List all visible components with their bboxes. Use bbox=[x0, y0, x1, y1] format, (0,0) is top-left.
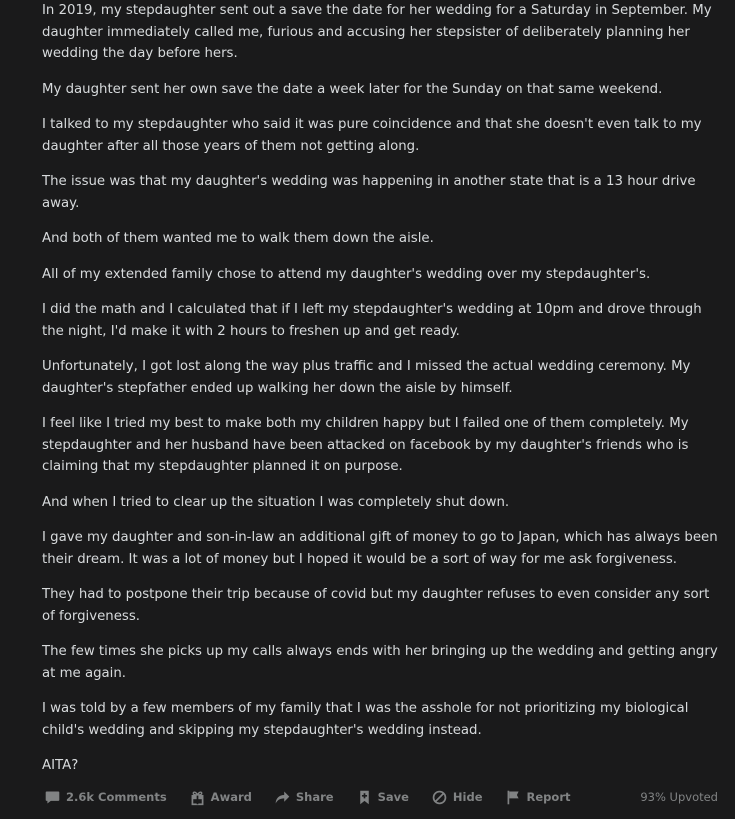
share-label: Share bbox=[295, 790, 334, 804]
post-paragraph: AITA? bbox=[42, 758, 79, 773]
post-paragraph: All of my extended family chose to attend my daughter's wedding over my stepdaughter's. bbox=[42, 266, 651, 282]
share-button[interactable] bbox=[268, 781, 340, 813]
award-label: Award bbox=[210, 790, 252, 804]
award-button[interactable] bbox=[183, 781, 258, 813]
flag-icon bbox=[505, 789, 522, 806]
save-button[interactable] bbox=[350, 781, 415, 813]
comments-label: 2.6k Comments bbox=[66, 790, 167, 804]
hide-button[interactable] bbox=[425, 781, 489, 813]
post-paragraph: I talked to my stepdaughter who said it was pure coincidence and that she doesn't even talk to my daughter after all those years of them not getting along. bbox=[42, 117, 702, 154]
post-paragraph: The issue was that my daughter's wedding was happening in another state that is a 13 hour drive away. bbox=[42, 174, 696, 211]
comments-button[interactable] bbox=[40, 781, 173, 813]
report-label: Report bbox=[526, 790, 571, 804]
post-paragraph: They had to postpone their trip because of covid but my daughter refuses to even consider any sort of forgiveness. bbox=[42, 587, 710, 624]
hide-label: Hide bbox=[452, 790, 483, 804]
post-paragraph: The few times she picks up my calls always ends with her bringing up the wedding and getting angry at me again. bbox=[42, 644, 718, 681]
post-paragraph: My daughter sent her own save the date a week later for the Sunday on that same weekend. bbox=[42, 81, 663, 97]
post-action-bar bbox=[40, 781, 722, 813]
post-body bbox=[42, 0, 722, 777]
post-paragraph: And when I tried to clear up the situation I was completely shut down. bbox=[42, 494, 510, 510]
post-paragraph: I did the math and I calculated that if I left my stepdaughter's wedding at 10pm and drove through the night, I'd make it with 2 hours to freshen up and get ready. bbox=[42, 302, 702, 339]
bookmark-plus-icon bbox=[356, 789, 373, 806]
post-paragraph: In 2019, my stepdaughter sent out a save the date for her wedding for a Saturday in September. My daughter immediately called me, furious and accusing her stepsister of deliberately planning her wedding the day before hers. bbox=[42, 3, 712, 61]
comment-icon bbox=[44, 789, 61, 806]
post-paragraph: Unfortunately, I got lost along the way plus traffic and I missed the actual wedding ceremony. My daughter's stepfather ended up walking her down the aisle by himself. bbox=[42, 359, 691, 396]
upvote-ratio: 93% Upvoted bbox=[640, 790, 718, 804]
report-button[interactable] bbox=[499, 781, 577, 813]
post-paragraph: I feel like I tried my best to make both my children happy but I failed one of them completely. My stepdaughter and her husband have been attacked on facebook by my daughter's friends who is claiming that my stepdaughter planned it on purpose. bbox=[42, 416, 689, 474]
gift-icon bbox=[189, 789, 206, 806]
hide-slash-icon bbox=[431, 789, 448, 806]
post-paragraph: I gave my daughter and son-in-law an additional gift of money to go to Japan, which has always been their dream. It was a lot of money but I hoped it would be a sort of way for me ask forgiveness. bbox=[42, 530, 718, 567]
save-label: Save bbox=[377, 790, 409, 804]
share-arrow-icon bbox=[274, 789, 291, 806]
post-paragraph: I was told by a few members of my family that I was the asshole for not prioritizing my biological child's wedding and skipping my stepdaughter's wedding instead. bbox=[42, 701, 689, 738]
post-paragraph: And both of them wanted me to walk them down the aisle. bbox=[42, 231, 434, 246]
